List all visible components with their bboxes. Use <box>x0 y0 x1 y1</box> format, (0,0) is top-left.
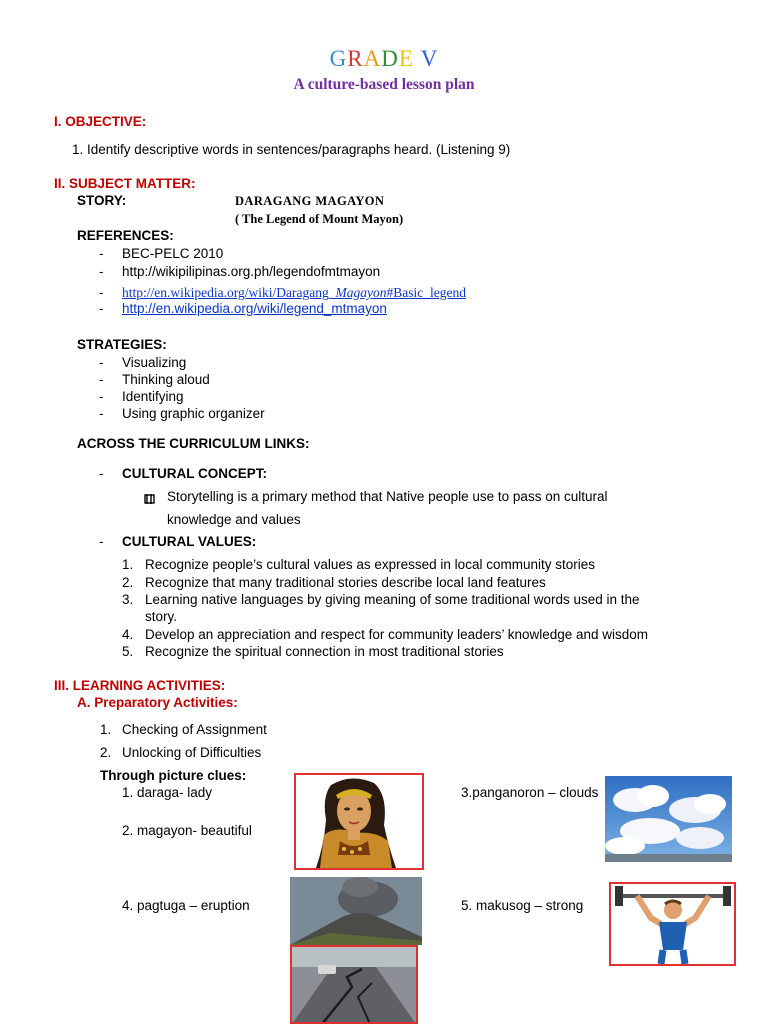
title-letter: E <box>398 46 414 71</box>
activity-text: Unlocking of Difficulties <box>122 745 262 760</box>
weightlifter-illustration <box>609 882 736 966</box>
list-dash: - <box>99 372 104 387</box>
value-num: 2. <box>122 575 134 590</box>
list-dash: - <box>99 466 104 481</box>
title-letter: A <box>363 46 382 71</box>
title-letter: R <box>347 46 364 71</box>
list-dash: - <box>99 355 104 370</box>
clue-daraga: 1. daraga- lady <box>122 785 213 800</box>
curriculum-links-label: ACROSS THE CURRICULUM LINKS: <box>77 436 310 451</box>
clue-makusog: 5. makusog – strong <box>461 898 584 913</box>
strategy-item: Visualizing <box>122 355 187 370</box>
clue-panganoron: 3.panganoron – clouds <box>461 785 599 800</box>
value-text: story. <box>145 609 178 624</box>
value-text: Recognize people’s cultural values as expressed in local community stories <box>145 557 595 572</box>
clue-magayon: 2. magayon- beautiful <box>122 823 252 838</box>
activity-num: 2. <box>100 745 112 760</box>
value-text: Learning native languages by giving meaning of some traditional words used in the <box>145 592 640 607</box>
objective-item: 1. Identify descriptive words in sentences/paragraphs heard. (Listening 9) <box>72 142 511 157</box>
reference-link-wikipedia-daragang[interactable] <box>122 285 466 301</box>
volcano-eruption-photo <box>290 877 422 945</box>
clue-pagtuga: 4. pagtuga – eruption <box>122 898 250 913</box>
list-dash: - <box>99 534 104 549</box>
title-letter: G <box>329 46 348 71</box>
strategy-item: Using graphic organizer <box>122 406 265 421</box>
value-text: Recognize the spiritual connection in most traditional stories <box>145 644 504 659</box>
title-letter: V <box>420 46 439 71</box>
list-dash: - <box>99 389 104 404</box>
page-title <box>0 46 768 72</box>
story-title: DARAGANG MAGAYON <box>235 194 385 208</box>
value-text: Develop an appreciation and respect for community leaders’ knowledge and wisdom <box>145 627 649 642</box>
value-text: Recognize that many traditional stories describe local land features <box>145 575 546 590</box>
value-num: 5. <box>122 644 134 659</box>
subject-matter-heading: II. SUBJECT MATTER: <box>54 176 196 191</box>
cultural-concept-text: knowledge and values <box>167 512 301 527</box>
value-num: 3. <box>122 592 134 607</box>
reference-link-wikipedia-legend[interactable]: http://en.wikipedia.org/wiki/legend_mtmayon <box>122 301 387 316</box>
strategies-label: STRATEGIES: <box>77 337 167 352</box>
bullet-icon <box>144 492 156 504</box>
objective-heading: I. OBJECTIVE: <box>54 114 147 129</box>
reference-item: http://wikipilipinas.org.ph/legendofmtmayon <box>122 264 381 279</box>
activity-text: Checking of Assignment <box>122 722 267 737</box>
link-part: http://en.wikipedia.org/wiki/Daragang_ <box>122 285 336 300</box>
list-dash: - <box>99 406 104 421</box>
cultural-concept-label: CULTURAL CONCEPT: <box>122 466 267 481</box>
learning-activities-heading: III. LEARNING ACTIVITIES: <box>54 678 226 693</box>
clouds-photo <box>605 776 732 862</box>
title-letter: D <box>381 46 399 71</box>
activity-num: 1. <box>100 722 112 737</box>
preparatory-activities-heading: A. Preparatory Activities: <box>77 695 238 710</box>
references-label: REFERENCES: <box>77 228 174 243</box>
story-subtitle: ( The Legend of Mount Mayon) <box>235 212 404 226</box>
list-dash: - <box>99 264 104 279</box>
cultural-values-label: CULTURAL VALUES: <box>122 534 257 549</box>
link-part-italic: Magayon <box>335 285 387 300</box>
strategy-item: Thinking aloud <box>122 372 210 387</box>
list-dash: - <box>99 246 104 261</box>
cracked-road-photo <box>290 945 418 1024</box>
page-subtitle: A culture-based lesson plan <box>293 76 475 93</box>
list-dash: - <box>99 301 104 316</box>
value-num: 1. <box>122 557 134 572</box>
story-label: STORY: <box>77 193 127 208</box>
list-dash: - <box>99 285 104 300</box>
title-letter <box>414 46 421 71</box>
picture-clues-label: Through picture clues: <box>100 768 247 783</box>
link-part: #Basic_legend <box>386 285 466 300</box>
reference-item: BEC-PELC 2010 <box>122 246 224 261</box>
strategy-item: Identifying <box>122 389 184 404</box>
value-num: 4. <box>122 627 134 642</box>
lady-illustration <box>294 773 424 870</box>
cultural-concept-text: Storytelling is a primary method that Native people use to pass on cultural <box>167 489 608 504</box>
